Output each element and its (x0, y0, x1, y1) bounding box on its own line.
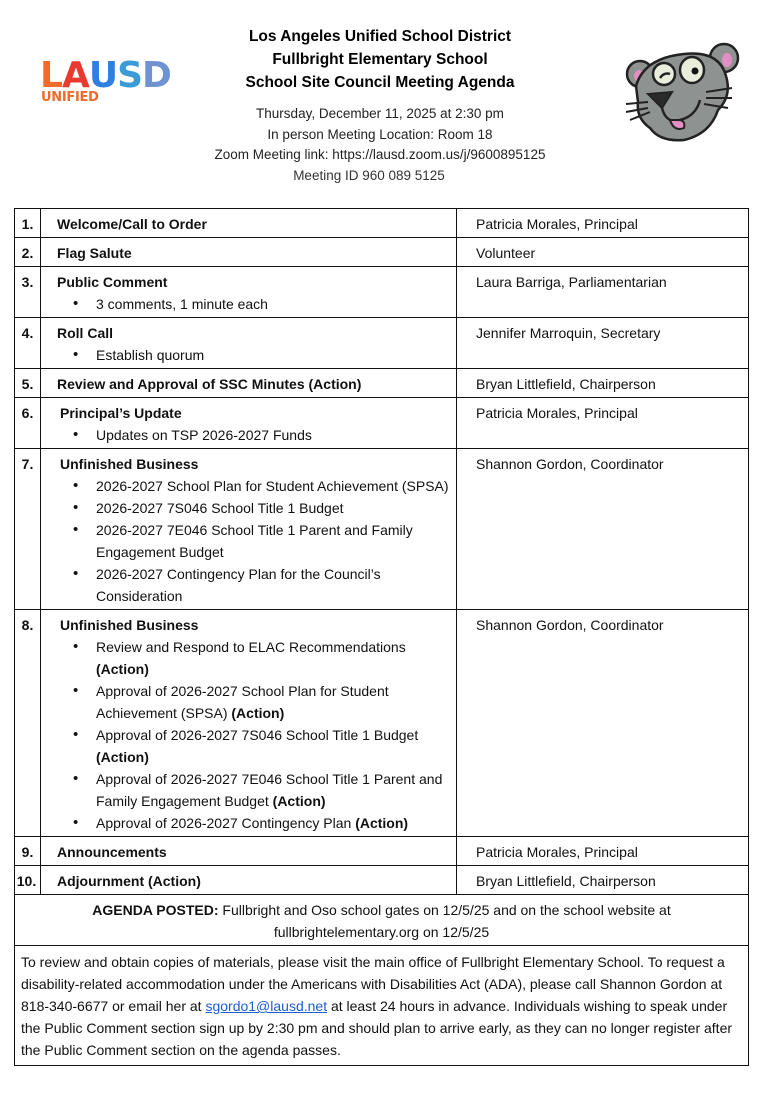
sub-item-text: Approval of 2026-2027 7E046 School Title 1 Parent and Family Engagement Budget (96, 771, 443, 809)
agenda-row (15, 837, 749, 866)
logo-letter: U (88, 55, 118, 96)
agenda-posted-text: Fullbright and Oso school gates on 12/5/25 and on the school website at fullbrightelementary.org on 12/5/25 (218, 902, 671, 940)
item-cell (41, 369, 457, 398)
agenda-row (15, 209, 749, 238)
zoom-link[interactable]: Zoom Meeting link: https://lausd.zoom.us/j/9600895125 (214, 147, 546, 162)
sub-item-list (57, 293, 450, 315)
agenda-row (15, 449, 749, 610)
presenter: Patricia Morales, Principal (457, 837, 749, 866)
panther-mascot-icon (614, 36, 744, 146)
sub-item: • 2026-2027 Contingency Plan for the Council’s Consideration (96, 563, 450, 607)
meeting-info (160, 104, 600, 186)
item-cell (41, 318, 457, 369)
agenda-title: School Site Council Meeting Agenda (245, 74, 515, 91)
sub-item (96, 680, 450, 724)
item-number: 1. (15, 209, 41, 238)
item-cell (41, 209, 457, 238)
item-number: 7. (15, 449, 41, 610)
sub-item: • Updates on TSP 2026-2027 Funds (96, 424, 450, 446)
document-header (0, 0, 760, 200)
agenda-row (15, 318, 749, 369)
sub-item-text: Approval of 2026-2027 7S046 School Title 1 Budget (96, 727, 419, 743)
presenter: Jennifer Marroquin, Secretary (457, 318, 749, 369)
sub-item-list (57, 636, 450, 834)
sub-item-text: Approval of 2026-2027 School Plan for Student Achievement (SPSA) (96, 683, 389, 721)
logo-letter: A (61, 55, 89, 96)
sub-item: • 3 comments, 1 minute each (96, 293, 450, 315)
presenter: Patricia Morales, Principal (457, 209, 749, 238)
agenda-row (15, 610, 749, 837)
sub-item-list (57, 424, 450, 446)
sub-item: • 2026-2027 7S046 School Title 1 Budget (96, 497, 450, 519)
lausd-logo (40, 55, 190, 108)
item-cell (41, 449, 457, 610)
email-link[interactable]: sgordo1@lausd.net (205, 998, 328, 1014)
agenda-posted-label: AGENDA POSTED: (92, 902, 219, 918)
logo-letter: S (117, 55, 142, 96)
agenda-table (14, 208, 749, 1066)
meeting-date: Thursday, December 11, 2025 at 2:30 pm (256, 106, 504, 121)
sub-item-text: Approval of 2026-2027 Contingency Plan (96, 815, 356, 831)
logo-letter: L (40, 55, 62, 96)
notice-row (15, 946, 749, 1066)
item-title: Roll Call (57, 325, 114, 341)
item-title: Review and Approval of SSC Minutes (Action) (57, 376, 362, 392)
presenter: Patricia Morales, Principal (457, 398, 749, 449)
sub-item-text: Review and Respond to ELAC Recommendations (96, 639, 406, 655)
action-tag: (Action) (231, 705, 285, 721)
presenter: Laura Barriga, Parliamentarian (457, 267, 749, 318)
sub-item (96, 724, 450, 768)
sub-item (96, 812, 450, 834)
sub-item-list (57, 475, 450, 607)
item-title: Unfinished Business (60, 456, 199, 472)
sub-item (96, 768, 450, 812)
district-title: Los Angeles Unified School District (248, 28, 512, 45)
meeting-id: Meeting ID 960 089 5125 (293, 167, 445, 183)
item-title: Unfinished Business (60, 617, 199, 633)
sub-item (96, 636, 450, 680)
agenda-row (15, 369, 749, 398)
item-title: Principal’s Update (60, 405, 182, 421)
lausd-logo-subtitle: UNIFIED (41, 90, 99, 105)
lausd-logo-letters (40, 55, 171, 96)
accessibility-notice (15, 946, 749, 1066)
item-number: 6. (15, 398, 41, 449)
agenda-row (15, 238, 749, 267)
agenda-posted (15, 895, 749, 946)
item-cell (41, 610, 457, 837)
notice-text-end: at least 24 hours in advance. Individuals wishing to speak under the Public Comment section sign up by 2:30 pm and should plan to arrive early, as they can no longer register after the Public Comment section on the agenda passes. (21, 998, 733, 1058)
item-number: 4. (15, 318, 41, 369)
item-number: 5. (15, 369, 41, 398)
sub-item: • 2026-2027 7E046 School Title 1 Parent and Family Engagement Budget (96, 519, 450, 563)
item-cell (41, 238, 457, 267)
school-title: Fullbright Elementary School (272, 51, 488, 68)
sub-item-list (57, 344, 450, 366)
item-cell (41, 866, 457, 895)
item-title: Welcome/Call to Order (57, 216, 207, 232)
item-cell (41, 267, 457, 318)
agenda-row (15, 398, 749, 449)
item-title: Adjournment (Action) (57, 873, 201, 889)
item-cell (41, 398, 457, 449)
item-title: Announcements (57, 844, 167, 860)
presenter: Bryan Littlefield, Chairperson (457, 866, 749, 895)
sub-item: • 2026-2027 School Plan for Student Achievement (SPSA) (96, 475, 450, 497)
document-titles (180, 25, 580, 94)
item-title: Public Comment (57, 274, 168, 290)
action-tag: (Action) (96, 661, 149, 677)
agenda-posted-row (15, 895, 749, 946)
sub-item: • Establish quorum (96, 344, 450, 366)
meeting-location: In person Meeting Location: Room 18 (267, 126, 493, 142)
presenter: Volunteer (457, 238, 749, 267)
item-number: 9. (15, 837, 41, 866)
agenda-row (15, 267, 749, 318)
action-tag: (Action) (96, 749, 149, 765)
item-title: Flag Salute (57, 245, 132, 261)
item-number: 3. (15, 267, 41, 318)
action-tag: (Action) (355, 815, 409, 831)
presenter: Shannon Gordon, Coordinator (457, 449, 749, 610)
item-number: 10. (15, 866, 41, 895)
item-cell (41, 837, 457, 866)
action-tag: (Action) (272, 793, 326, 809)
presenter: Bryan Littlefield, Chairperson (457, 369, 749, 398)
item-number: 2. (15, 238, 41, 267)
logo-letter: D (142, 55, 171, 96)
agenda-row (15, 866, 749, 895)
presenter: Shannon Gordon, Coordinator (457, 610, 749, 837)
notice-text: To review and obtain copies of materials, please visit the main office of Fullbright Elementary School. To request a disability-related accommodation under the Americans with Disabilities Act (ADA), please call Shannon Gordon at 818-340-6677 or email her at (21, 954, 725, 1014)
item-number: 8. (15, 610, 41, 837)
